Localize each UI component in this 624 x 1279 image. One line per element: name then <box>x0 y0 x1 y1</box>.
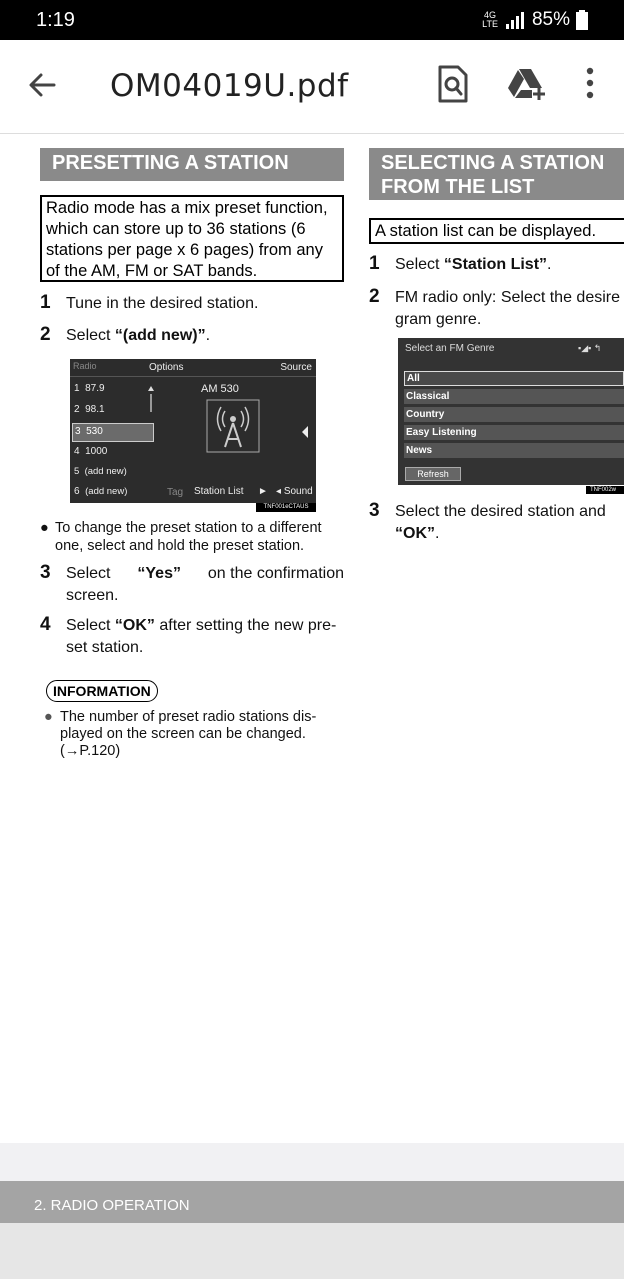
station-list-button: Station List <box>194 486 244 497</box>
document-title: OM04019U.pdf <box>110 68 349 104</box>
right-step-2: 2 FM radio only: Select the desire gram genre. <box>369 286 620 328</box>
scroll-up-icon <box>147 384 155 414</box>
sound-button: ◂ Sound <box>276 486 313 497</box>
find-in-document-icon[interactable] <box>436 64 470 104</box>
radio-bottom-row <box>70 483 316 503</box>
current-station: AM 530 <box>201 383 239 395</box>
battery-icon <box>576 10 588 30</box>
tag-button: Tag <box>167 487 184 498</box>
preset-row: 4 1000 <box>74 446 108 457</box>
page-gap <box>0 1143 624 1181</box>
more-options-icon[interactable] <box>580 66 600 102</box>
genre-screenshot-code: TNF002w <box>586 486 624 494</box>
signal-icon <box>504 11 526 29</box>
radio-label: Radio <box>73 361 97 371</box>
left-step-1: 1 Tune in the desired station. <box>40 292 259 313</box>
side-panel-arrow-icon <box>300 425 310 439</box>
left-step-3: 3 Select “Yes” on the confirmation screen. <box>40 562 344 604</box>
back-arrow-icon[interactable] <box>26 68 60 102</box>
genre-item-selected: All <box>404 371 624 386</box>
genre-screen-title: Select an FM Genre <box>405 343 495 354</box>
source-label: Source <box>280 362 312 373</box>
genre-status-icons: ▪◢▪ ↰ <box>578 343 602 353</box>
information-note: ● The number of preset radio stations dis- played on the screen can be changed. (→P.120) <box>44 709 317 759</box>
preset-row: 6 (add new) <box>74 486 128 497</box>
options-label: Options <box>149 362 184 373</box>
next-page-area <box>0 1223 624 1279</box>
intro-box-presetting: Radio mode has a mix preset function, which can store up to 36 stations (6 stations per page x 6 pages) from any of the AM, FM or SAT bands. <box>40 195 344 282</box>
add-to-drive-icon[interactable] <box>506 66 546 102</box>
preset-row-selected: 3 530 <box>72 423 154 442</box>
preset-row: 1 87.9 <box>74 383 105 394</box>
refresh-button: Refresh <box>405 467 461 481</box>
network-type-icon: 4G LTE <box>482 10 498 29</box>
fm-genre-screenshot <box>398 338 624 485</box>
pdf-page[interactable] <box>0 135 624 1143</box>
intro-box-selecting: A station list can be displayed. <box>369 218 624 244</box>
footer-chapter-label: 2. RADIO OPERATION <box>34 1197 190 1214</box>
genre-item: Classical <box>404 389 624 404</box>
left-step-4: 4 Select “OK” after setting the new pre- set station. <box>40 614 337 656</box>
battery-percent: 85% <box>531 9 570 30</box>
right-step-1: 1 Select “Station List”. <box>369 253 552 274</box>
information-label: INFORMATION <box>46 680 158 702</box>
section-header-presetting: PRESETTING A STATION <box>40 148 344 181</box>
right-step-3: 3 Select the desired station and “OK”. <box>369 500 606 542</box>
radio-tower-icon <box>206 399 260 453</box>
page-footer <box>0 1181 624 1223</box>
genre-item: Country <box>404 407 624 422</box>
genre-item: News <box>404 443 624 458</box>
status-time: 1:19 <box>36 9 75 31</box>
genre-item: Easy Listening <box>404 425 624 440</box>
status-icons <box>482 9 588 31</box>
radio-screenshot-code: TNF001eCTAUS <box>256 503 316 512</box>
left-step-2: 2 Select “(add new)”. <box>40 324 211 345</box>
section-header-selecting: SELECTING A STATION FROM THE LIST <box>369 148 624 200</box>
preset-row: 5 (add new) <box>74 466 127 477</box>
radio-preset-screenshot <box>70 359 316 487</box>
app-bar <box>0 40 624 134</box>
status-bar <box>0 0 624 40</box>
play-icon: ► <box>258 486 268 497</box>
left-bullet-note: ● To change the preset station to a different one, select and hold the preset station. <box>40 520 322 554</box>
preset-row: 2 98.1 <box>74 404 105 415</box>
radio-top-divider <box>70 376 316 377</box>
